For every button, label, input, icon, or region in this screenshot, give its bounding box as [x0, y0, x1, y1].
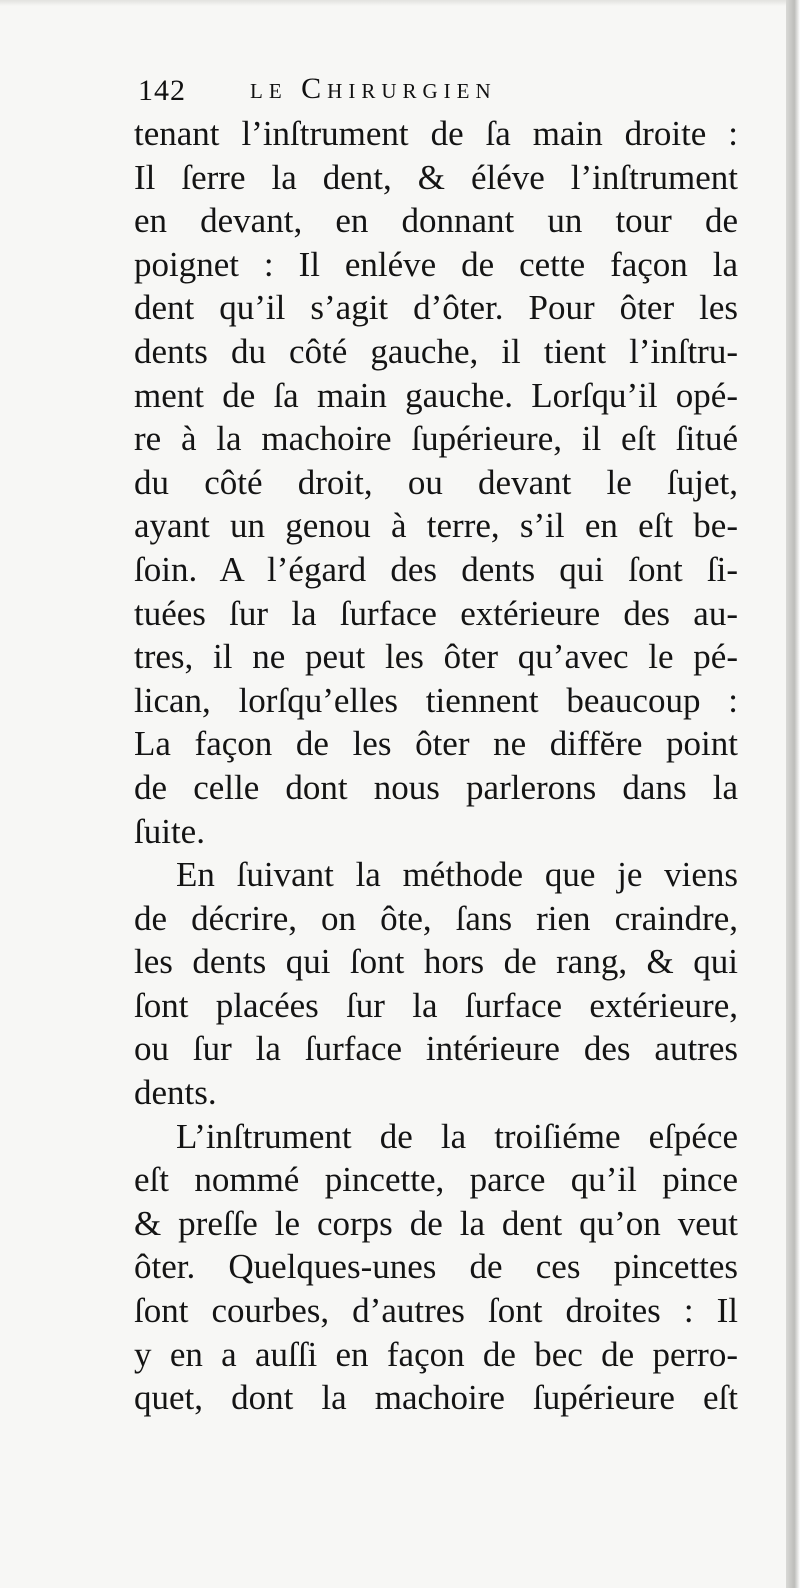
text-line: de celle dont nous parlerons dans la: [134, 767, 738, 807]
text-line: La façon de les ôter ne diffĕre point: [134, 724, 738, 764]
text-line: ment de ſa main gauche. Lorſqu’il opé-: [134, 375, 738, 415]
text-line: du côté droit, ou devant le ſujet,: [134, 462, 738, 502]
text-line: en devant, en donnant un tour de: [134, 201, 738, 241]
running-title: le Chirurgien: [250, 72, 497, 105]
text-line: ſoin. A l’égard des dents qui ſont ſi-: [134, 549, 738, 589]
text-line: tuées ſur la ſurface extérieure des au-: [134, 593, 738, 633]
paragraph-first-line: En ſuivant la méthode que je viens: [176, 855, 738, 895]
body-text: [134, 112, 738, 1420]
text-line: poignet : Il enléve de cette façon la: [134, 244, 738, 284]
text-line: les dents qui ſont hors de rang, & qui: [134, 942, 738, 982]
text-line: ſuite.: [134, 811, 205, 851]
text-line: y en a auſſi en façon de bec de perro-: [134, 1334, 738, 1374]
text-line: ſont placées ſur la ſurface extérieure,: [134, 985, 738, 1025]
text-line: ou ſur la ſurface intérieure des autres: [134, 1029, 738, 1069]
page-top-shadow: [0, 0, 800, 6]
running-head: [138, 72, 738, 112]
paragraph-first-line: L’inſtrument de la troiſiéme eſpéce: [176, 1116, 738, 1156]
text-line: tres, il ne peut les ôter qu’avec le pé-: [134, 637, 738, 677]
text-line: ôter. Quelques-unes de ces pincettes: [134, 1247, 738, 1287]
page-number: 142: [138, 74, 186, 107]
text-line: ayant un genou à terre, s’il en eſt be-: [134, 506, 738, 546]
text-line: & preſſe le corps de la dent qu’on veut: [134, 1203, 738, 1243]
text-line: eſt nommé pincette, parce qu’il pince: [134, 1160, 738, 1200]
text-line: tenant l’inſtrument de ſa main droite :: [134, 114, 738, 153]
text-line: dent qu’il s’agit d’ôter. Pour ôter les: [134, 288, 738, 328]
text-line: de décrire, on ôte, ſans rien craindre,: [134, 898, 738, 938]
page-edge: [786, 0, 800, 1588]
text-line: quet, dont la machoire ſupérieure eſt: [134, 1378, 738, 1418]
text-line: dents.: [134, 1073, 217, 1113]
text-line: Il ſerre la dent, & éléve l’inſtrument: [134, 157, 738, 197]
text-line: lican, lorſqu’elles tiennent beaucoup :: [134, 680, 738, 720]
text-line: re à la machoire ſupérieure, il eſt ſitué: [134, 419, 738, 459]
text-line: dents du côté gauche, il tient l’inſtru-: [134, 331, 738, 371]
text-line: ſont courbes, d’autres ſont droites : Il: [134, 1291, 738, 1331]
